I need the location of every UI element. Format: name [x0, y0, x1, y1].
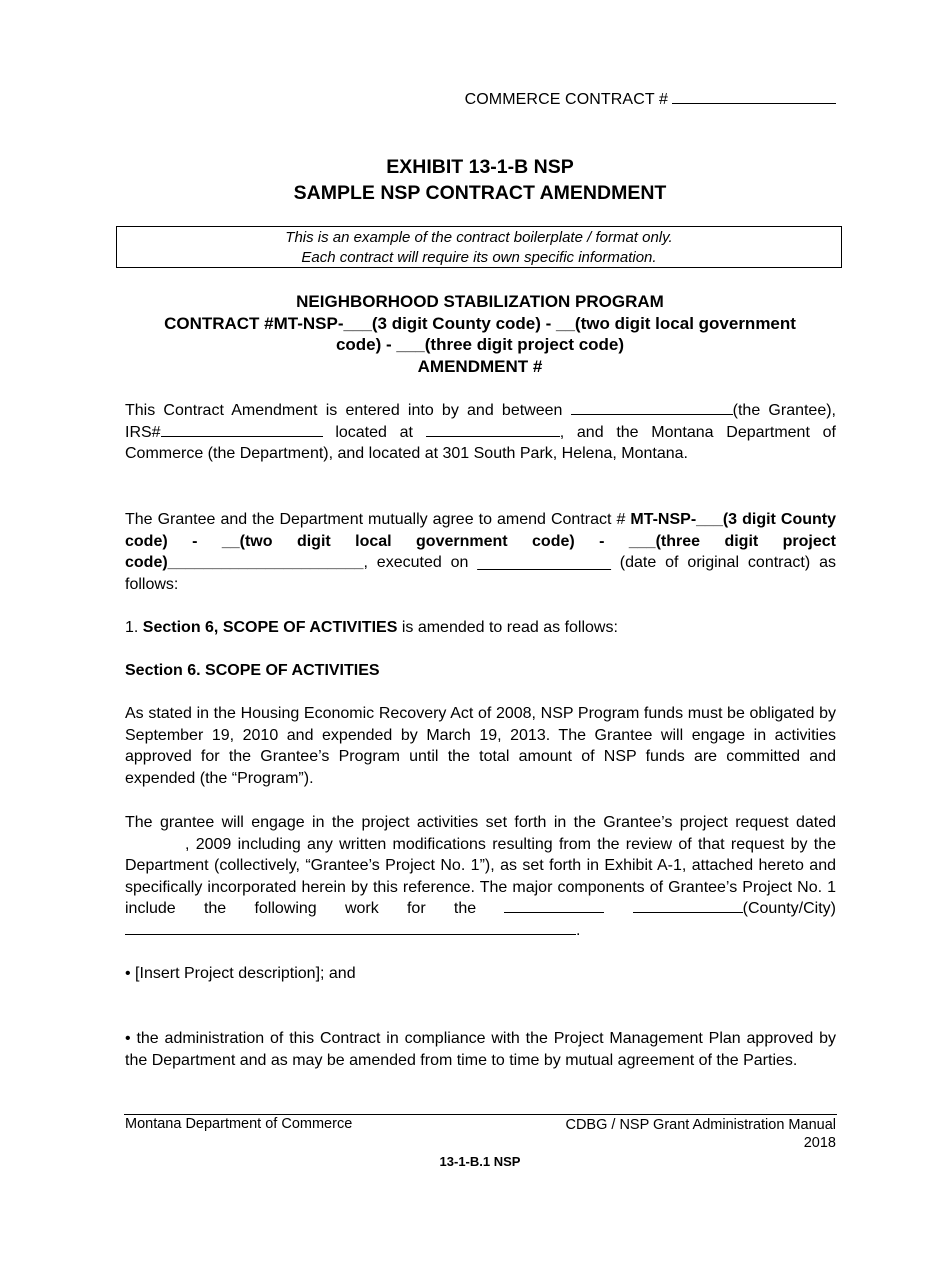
footer-divider [124, 1114, 837, 1115]
work-blank-1 [504, 898, 604, 913]
exhibit-title: EXHIBIT 13-1-B NSP [386, 156, 574, 178]
contract-number-label: COMMERCE CONTRACT # [464, 91, 668, 108]
section-heading: Section 6. SCOPE OF ACTIVITIES [125, 662, 380, 679]
location-blank [426, 422, 560, 437]
program-name: NEIGHBORHOOD STABILIZATION PROGRAM [296, 292, 664, 311]
amendment-number: AMENDMENT # [417, 356, 543, 376]
item-1 [125, 617, 836, 639]
bullet-administration: • the administration of this Contract in compliance with the Project Management Plan approved by the Department and as may be amended from time to time by mutual agreement of the Parties. [125, 1030, 836, 1069]
page-number: 13-1-B.1 NSP [439, 1154, 521, 1169]
program-heading [120, 291, 840, 377]
grantee-name-blank [571, 400, 733, 415]
item-1-number: 1. [125, 619, 139, 636]
para2-text-a: The Grantee and the Department mutually agree to amend Contract # [125, 511, 626, 528]
work-blank-2 [125, 920, 576, 935]
commerce-contract-number [465, 89, 836, 109]
para2-text-c: , executed on _______________ (date of original contract) as follows: [125, 554, 836, 593]
item-1-text: is amended to read as follows: [401, 619, 618, 636]
para1-text-c: located at [335, 423, 413, 441]
para1-text-d: , and the Montana Department of Commerce (the Department), and located at 301 South Park, Helena, Montana. [125, 423, 836, 463]
para1-text-a: This Contract Amendment is entered into by and between [125, 402, 563, 419]
notice-line-1: This is an example of the contract boilerplate / format only. [285, 229, 673, 246]
footer-manual-year: 2018 [803, 1135, 836, 1151]
county-city-blank [633, 898, 743, 913]
footer-department: Montana Department of Commerce [125, 1116, 353, 1132]
para2-contract-number: MT-NSP-___(3 digit County code) - __(two digit local government code) - ___(three digit project code)______________________ [125, 511, 836, 572]
paragraph-hera: As stated in the Housing Economic Recovery Act of 2008, NSP Program funds must be obligated by September 19, 2010 and expended by March 19, 2013. The Grantee will engage in activities approved for the Grantee’s Program until the total amount of NSP funds are committed and expended (the “Program”). [125, 705, 836, 787]
contract-number-line-2: code) - ___(three digit project code) [335, 335, 625, 354]
para1-text-b: (the Grantee), IRS# [125, 402, 837, 441]
para4-text-b: , 2009 including any written modifications resulting from the review of that request by the Department (collectively, “Grantee’s Project No. 1”), as set forth in Exhibit A-1, attached hereto and specifically incorporated herein by this reference. The major components of Grantee’s Project No. 1 include the following work for the [125, 835, 836, 918]
paragraph-parties [125, 400, 836, 465]
paragraph-agreement [125, 509, 836, 595]
exhibit-subtitle: SAMPLE NSP CONTRACT AMENDMENT [293, 182, 667, 204]
paragraph-project-activities [125, 812, 836, 942]
notice-line-2: Each contract will require its own specific information. [301, 249, 657, 266]
item-1-section: Section 6, SCOPE OF ACTIVITIES [142, 619, 398, 636]
para4-county-city: (County/City) [742, 900, 836, 918]
contract-number-blank [672, 89, 836, 104]
footer-manual-title: CDBG / NSP Grant Administration Manual [565, 1117, 836, 1133]
footer-manual [565, 1116, 836, 1152]
irs-number-blank [161, 422, 323, 437]
para4-text-a: The grantee will engage in the project activities set forth in the Grantee’s project request dated [125, 814, 836, 831]
para4-period: . [576, 921, 581, 939]
bullet-project-description: • [Insert Project description]; and [125, 965, 356, 982]
boilerplate-notice-box [116, 226, 842, 268]
contract-number-line-1: CONTRACT #MT-NSP-___(3 digit County code) - __(two digit local government [164, 313, 796, 333]
